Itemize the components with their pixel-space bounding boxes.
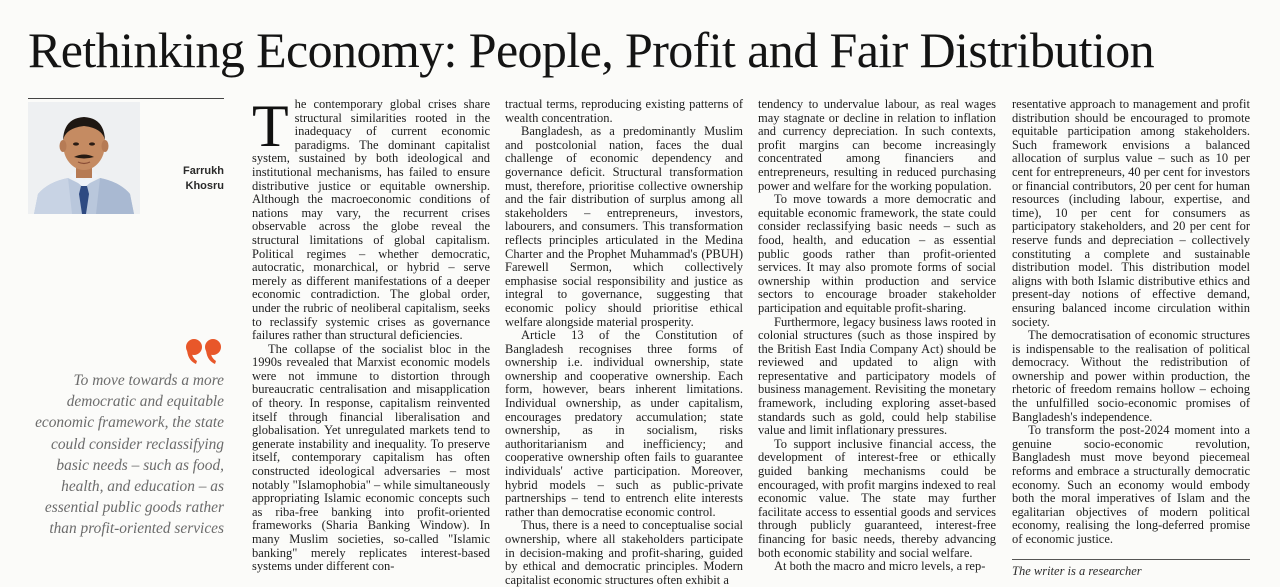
- article-column-2: [505, 98, 743, 587]
- author-sidebar: [28, 98, 224, 568]
- sidebar-rule: [28, 98, 224, 99]
- paragraph: resentative approach to management and profit distribution should be encouraged to promote equitable participation among stakeholders. Such framework envisions a balanced allocation of surplus value – such as 10 per cent for entrepreneurs, 40 per cent for investors or financial contributors, 20 per cent for human resources (including labour, expertise, and time), 10 per cent for consumers as participatory stakeholders, and 20 per cent for reserve funds and depreciation – collectively constituting a complete and sustainable distribution model. This distribution model aligns with both Islamic distributive ethics and present-day notions of effective demand, ensuring balanced income circulation within society.: [1012, 97, 1250, 329]
- paragraph: Article 13 of the Constitution of Bangladesh recognises three forms of ownership i.e. individual ownership, state ownership and cooperative ownership. Each form, however, bears inherent limitations. Individual ownership, as under capitalism, encourages predatory accumulation; state ownership, as in socialism, risks authoritarianism and inefficiency; and cooperative ownership often fails to guarantee individuals' active participation. Moreover, hybrid models – such as public-private partnerships – tend to entrench elite interests rather than democratise economic control.: [505, 328, 743, 519]
- paragraph: The democratisation of economic structures is indispensable to the realisation of political democracy. Without the redistribution of ownership and power within production, the rhetoric of freedom remains hollow – echoing the unfulfilled socio-economic promises of Bangladesh's independence.: [1012, 328, 1250, 424]
- headline: Rethinking Economy: People, Profit and Fair Distribution: [28, 22, 1155, 78]
- paragraph: The collapse of the socialist bloc in the 1990s revealed that Marxist economic models were not immune to distortion through bureaucratic centralisation and misapplication of theory. In response, capitalism reinvented itself through financial liberalisation and globalisation. Yet unregulated markets tend to generate instability and inequality. To preserve itself, contemporary capitalism has often constructed ideological adversaries – most notably "Islamophobia" – while simultaneously appropriating Islamic economic concepts such as riba-free banking into profit-oriented frameworks (Sharia Banking Window). In many Muslim societies, so-called "Islamic banking" merely replicates interest-based systems under different con-: [252, 341, 490, 574]
- paragraph: Bangladesh, as a predominantly Muslim and postcolonial nation, faces the dual challenge of economic dependency and governance deficit. Structural transformation must, therefore, prioritise collective ownership and the fair distribution of surplus among all stakeholders – entrepreneurs, investors, labourers, and consumers. This transformation reflects principles articulated in the Medina Charter and the Prophet Muhammad's (PBUH) Farewell Sermon, which collectively emphasise social responsibility and justice as integral to governance, suggesting that economic policy should prioritise ethical welfare alongside material prosperity.: [505, 124, 743, 329]
- paragraph: tendency to undervalue labour, as real wages may stagnate or decline in relation to inflation and currency depreciation. In such contexts, profit margins can become increasingly concentrated among financiers and entrepreneurs, resulting in reduced purchasing power and welfare for the working population.: [758, 97, 996, 193]
- paragraph: [252, 93, 490, 343]
- author-portrait-icon: [28, 102, 140, 214]
- paragraph: To move towards a more democratic and equitable economic framework, the state could consider reclassifying basic needs – such as food, health, and education – as essential public goods rather than profit-oriented services. It may also promote forms of social ownership within production and service sectors to encourage broader stakeholder participation and equitable profit-sharing.: [758, 192, 996, 315]
- author-photo: [28, 102, 140, 214]
- signature-rule: [1012, 559, 1250, 560]
- paragraph: To transform the post-2024 moment into a genuine socio-economic revolution, Bangladesh must move beyond piecemeal reforms and embrace a structurally democratic economy. Such an economy would embody both the moral imperatives of Islam and the egalitarian objectives of modern political economy, realising the long-deferred promise of economic justice.: [1012, 423, 1250, 546]
- author-last-name: Khosru: [185, 180, 224, 192]
- paragraph: tractual terms, reproducing existing patterns of wealth concentration.: [505, 97, 743, 125]
- article-column-4: [1012, 98, 1250, 579]
- article-column-3: [758, 98, 996, 574]
- paragraph: Thus, there is a need to conceptualise social ownership, where all stakeholders participate in decision-making and profit-sharing, guided by ethical and democratic principles. Modern capitalist economic structures often exhibit a: [505, 518, 743, 587]
- quote-marks-icon: [184, 336, 224, 366]
- article-column-1: [252, 93, 490, 574]
- drop-cap: T: [252, 93, 289, 159]
- author-first-name: Farrukh: [183, 165, 224, 177]
- paragraph: Furthermore, legacy business laws rooted in colonial structures (such as those inspired by the British East India Company Act) should be reviewed and updated to align with representative and participatory models of business management. Revisiting the monetary framework, including exploring asset-based standards such as gold, could help stabilise value and limit inflationary pressures.: [758, 314, 996, 438]
- author-byline: [158, 164, 224, 194]
- paragraph: At both the macro and micro levels, a rep-: [774, 559, 986, 574]
- author-signature: The writer is a researcher: [1012, 563, 1142, 578]
- paragraph-text: he contemporary global crises share structural similarities rooted in the inadequacy of current economic paradigms. The dominant capitalist system, sustained by both ideological and institutional mechanisms, has failed to ensure distributive justice or equitable ownership. Although the macroeconomic conditions of nations may vary, the recurrent crises observable across the globe reveal the structural limitations of global capitalism. Political regimes – whether democratic, autocratic, monarchical, or hybrid – serve merely as different manifestations of a deeper economic contradiction. The global order, under the rubric of neoliberal capitalism, seeks to reclassify systemic crises as governance failures rather than structural deficiencies.: [252, 97, 490, 343]
- pull-quote: To move towards a more democratic and equitable economic framework, the state could consider reclassifying basic needs – such as food, health, and education – as essential public goods rather than profit-oriented services: [35, 372, 224, 538]
- paragraph: To support inclusive financial access, the development of interest-free or ethically guided banking mechanisms could be encouraged, with profit margins indexed to real economic value. The state may further facilitate access to essential goods and services through publicly guaranteed, interest-free financing for basic needs, thereby advancing both economic stability and social welfare.: [758, 436, 996, 560]
